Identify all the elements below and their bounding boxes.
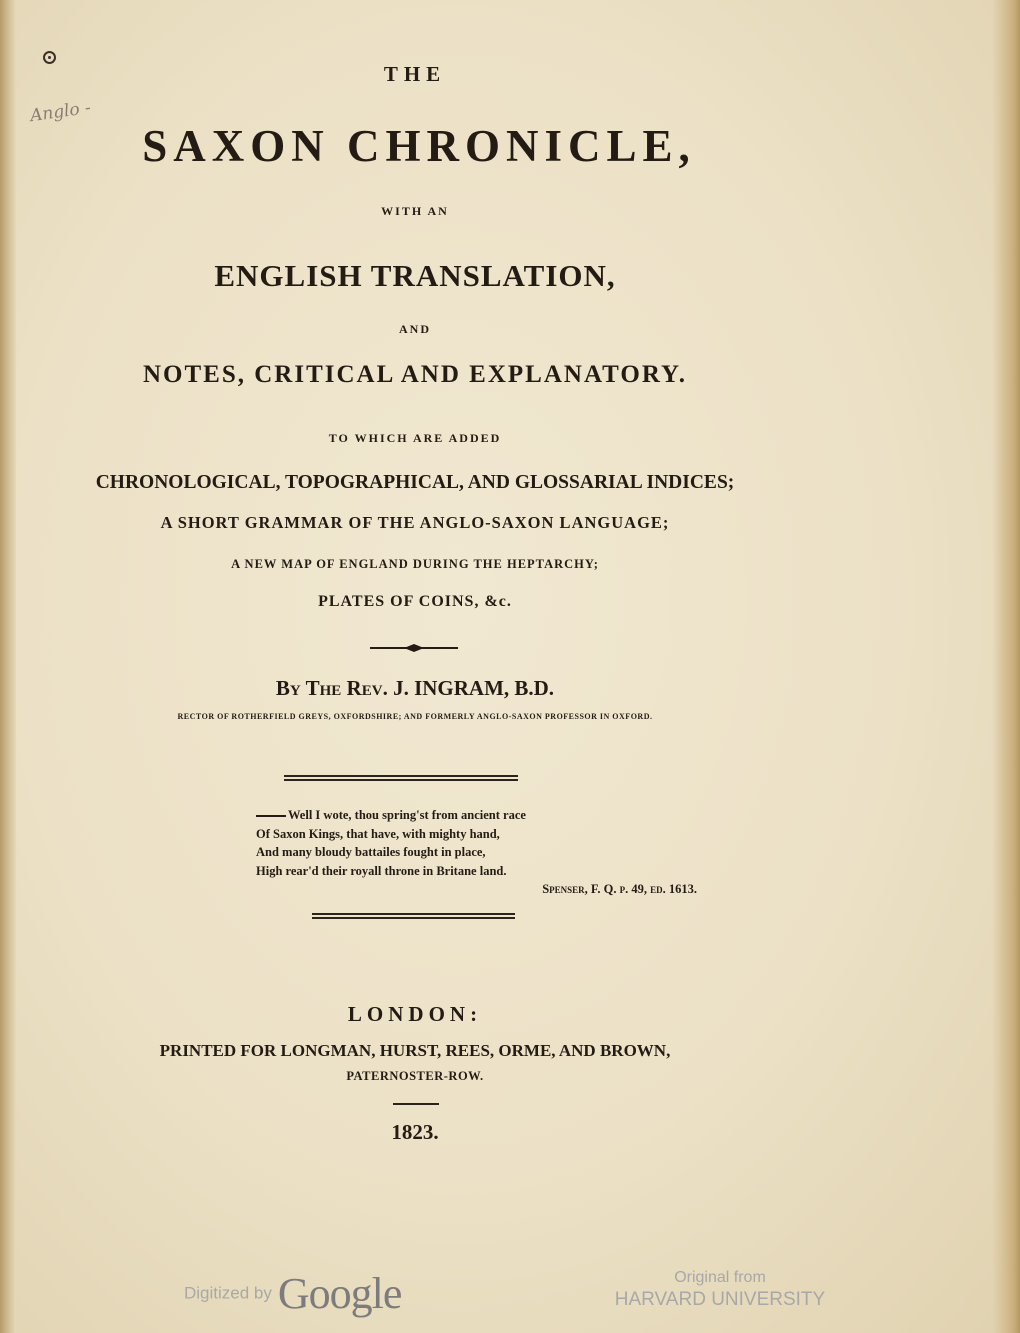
original-from-watermark [600,1269,840,1311]
subtitle-connector-to-which: TO WHICH ARE ADDED [328,431,502,445]
epigraph-line: High rear'd their royall throne in Britane land. [256,863,507,878]
ornament-divider-icon [370,643,458,653]
handwritten-margin-note: Anglo - [28,97,93,127]
contents-map: A NEW MAP OF ENGLAND DURING THE HEPTARCHY; [231,557,599,571]
contents-plates: PLATES OF COINS, &c. [318,593,512,610]
imprint-street: PATERNOSTER-ROW. [346,1069,484,1083]
double-rule-bottom [312,913,515,915]
subtitle-english-translation: ENGLISH TRANSLATION, [214,258,616,293]
library-stamp-icon [43,51,56,64]
epigraph-line: Well I wote, thou spring'st from ancient race [256,806,701,825]
imprint-year: 1823. [391,1120,439,1144]
page-fore-edge [992,0,1020,1333]
subtitle-connector-with-an: WITH AN [381,204,449,218]
institution-name: HARVARD UNIVERSITY [614,1289,826,1310]
subtitle-notes: NOTES, CRITICAL AND EXPLANATORY. [142,361,688,388]
epigraph-dash [256,815,286,817]
imprint-city: LONDON: [347,1002,483,1026]
book-title: SAXON CHRONICLE, [142,121,696,171]
title-article: THE [383,62,447,86]
epigraph [256,806,701,899]
epigraph-line: And many bloudy battailes fought in place, [256,845,486,859]
google-logo: Google [277,1269,402,1318]
double-rule-top [284,775,518,777]
imprint-printer: PRINTED FOR LONGMAN, HURST, REES, ORME, AND BROWN, [159,1041,671,1060]
original-from-label: Original from [674,1269,766,1286]
digitized-by-watermark [184,1268,401,1319]
contents-indices: CHRONOLOGICAL, TOPOGRAPHICAL, AND GLOSSARIAL INDICES; [95,472,735,493]
author-description: RECTOR OF ROTHERFIELD GREYS, OXFORDSHIRE; AND FORMERLY ANGLO-SAXON PROFESSOR IN OXFORD. [177,712,653,721]
author-line: By The Rev. J. INGRAM, B.D. [275,676,555,700]
subtitle-connector-and: AND [399,322,431,336]
epigraph-attribution: Spenser, F. Q. p. 49, ed. 1613. [542,882,697,896]
contents-grammar: A SHORT GRAMMAR OF THE ANGLO-SAXON LANGUAGE; [160,513,670,532]
imprint-rule [393,1103,439,1105]
digitized-by-label: Digitized by [184,1283,272,1303]
epigraph-line: Of Saxon Kings, that have, with mighty hand, [256,826,500,841]
